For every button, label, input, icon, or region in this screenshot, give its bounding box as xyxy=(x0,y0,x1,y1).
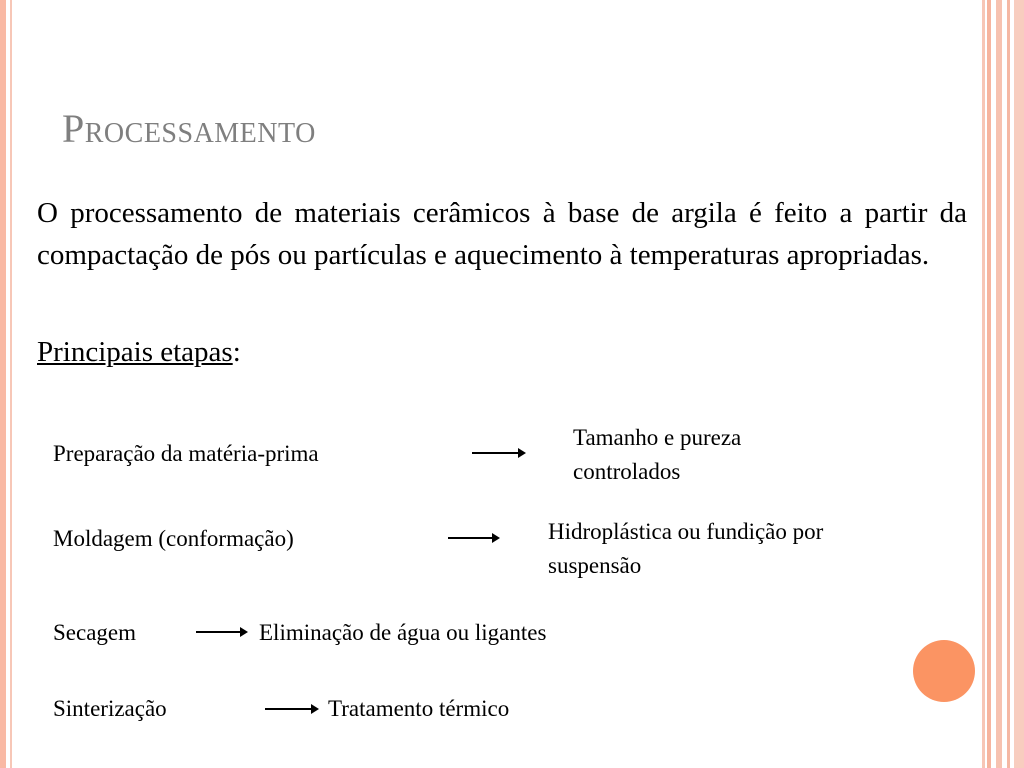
result-line: controlados xyxy=(573,459,681,484)
left-decorative-line xyxy=(10,0,12,768)
result-line: Tamanho e pureza xyxy=(573,425,742,450)
arrow-icon xyxy=(265,703,319,715)
step-preparation: Preparação da matéria-prima xyxy=(53,441,319,466)
arrow-icon xyxy=(448,532,500,544)
steps-heading-text: Principais etapas xyxy=(37,336,233,368)
right-decorative-line xyxy=(987,0,991,768)
decorative-circle xyxy=(913,640,975,702)
steps-heading xyxy=(37,336,241,369)
result-line: Hidroplástica ou fundição por xyxy=(548,519,824,544)
steps-heading-colon: : xyxy=(232,336,241,368)
right-decorative-line xyxy=(1007,0,1010,768)
right-decorative-line xyxy=(996,0,1002,768)
result-sintering: Tratamento térmico xyxy=(328,696,510,721)
right-decorative-line xyxy=(1014,0,1024,768)
result-line: suspensão xyxy=(548,553,642,578)
result-drying: Eliminação de água ou ligantes xyxy=(259,620,547,645)
arrow-icon xyxy=(196,626,248,638)
intro-paragraph: O processamento de materiais cerâmicos à base de argila é feito a partir da compactação de pós ou partículas e aquecimento à temperaturas apropriadas. xyxy=(37,197,967,271)
right-decorative-line xyxy=(982,0,985,768)
step-sintering: Sinterização xyxy=(53,696,167,721)
result-preparation xyxy=(573,421,741,489)
step-drying: Secagem xyxy=(53,620,137,645)
left-decorative-line xyxy=(0,0,6,768)
slide-title: Processamento xyxy=(62,106,316,151)
step-molding: Moldagem (conformação) xyxy=(53,526,294,551)
arrow-icon xyxy=(472,447,526,459)
result-molding xyxy=(548,515,823,583)
